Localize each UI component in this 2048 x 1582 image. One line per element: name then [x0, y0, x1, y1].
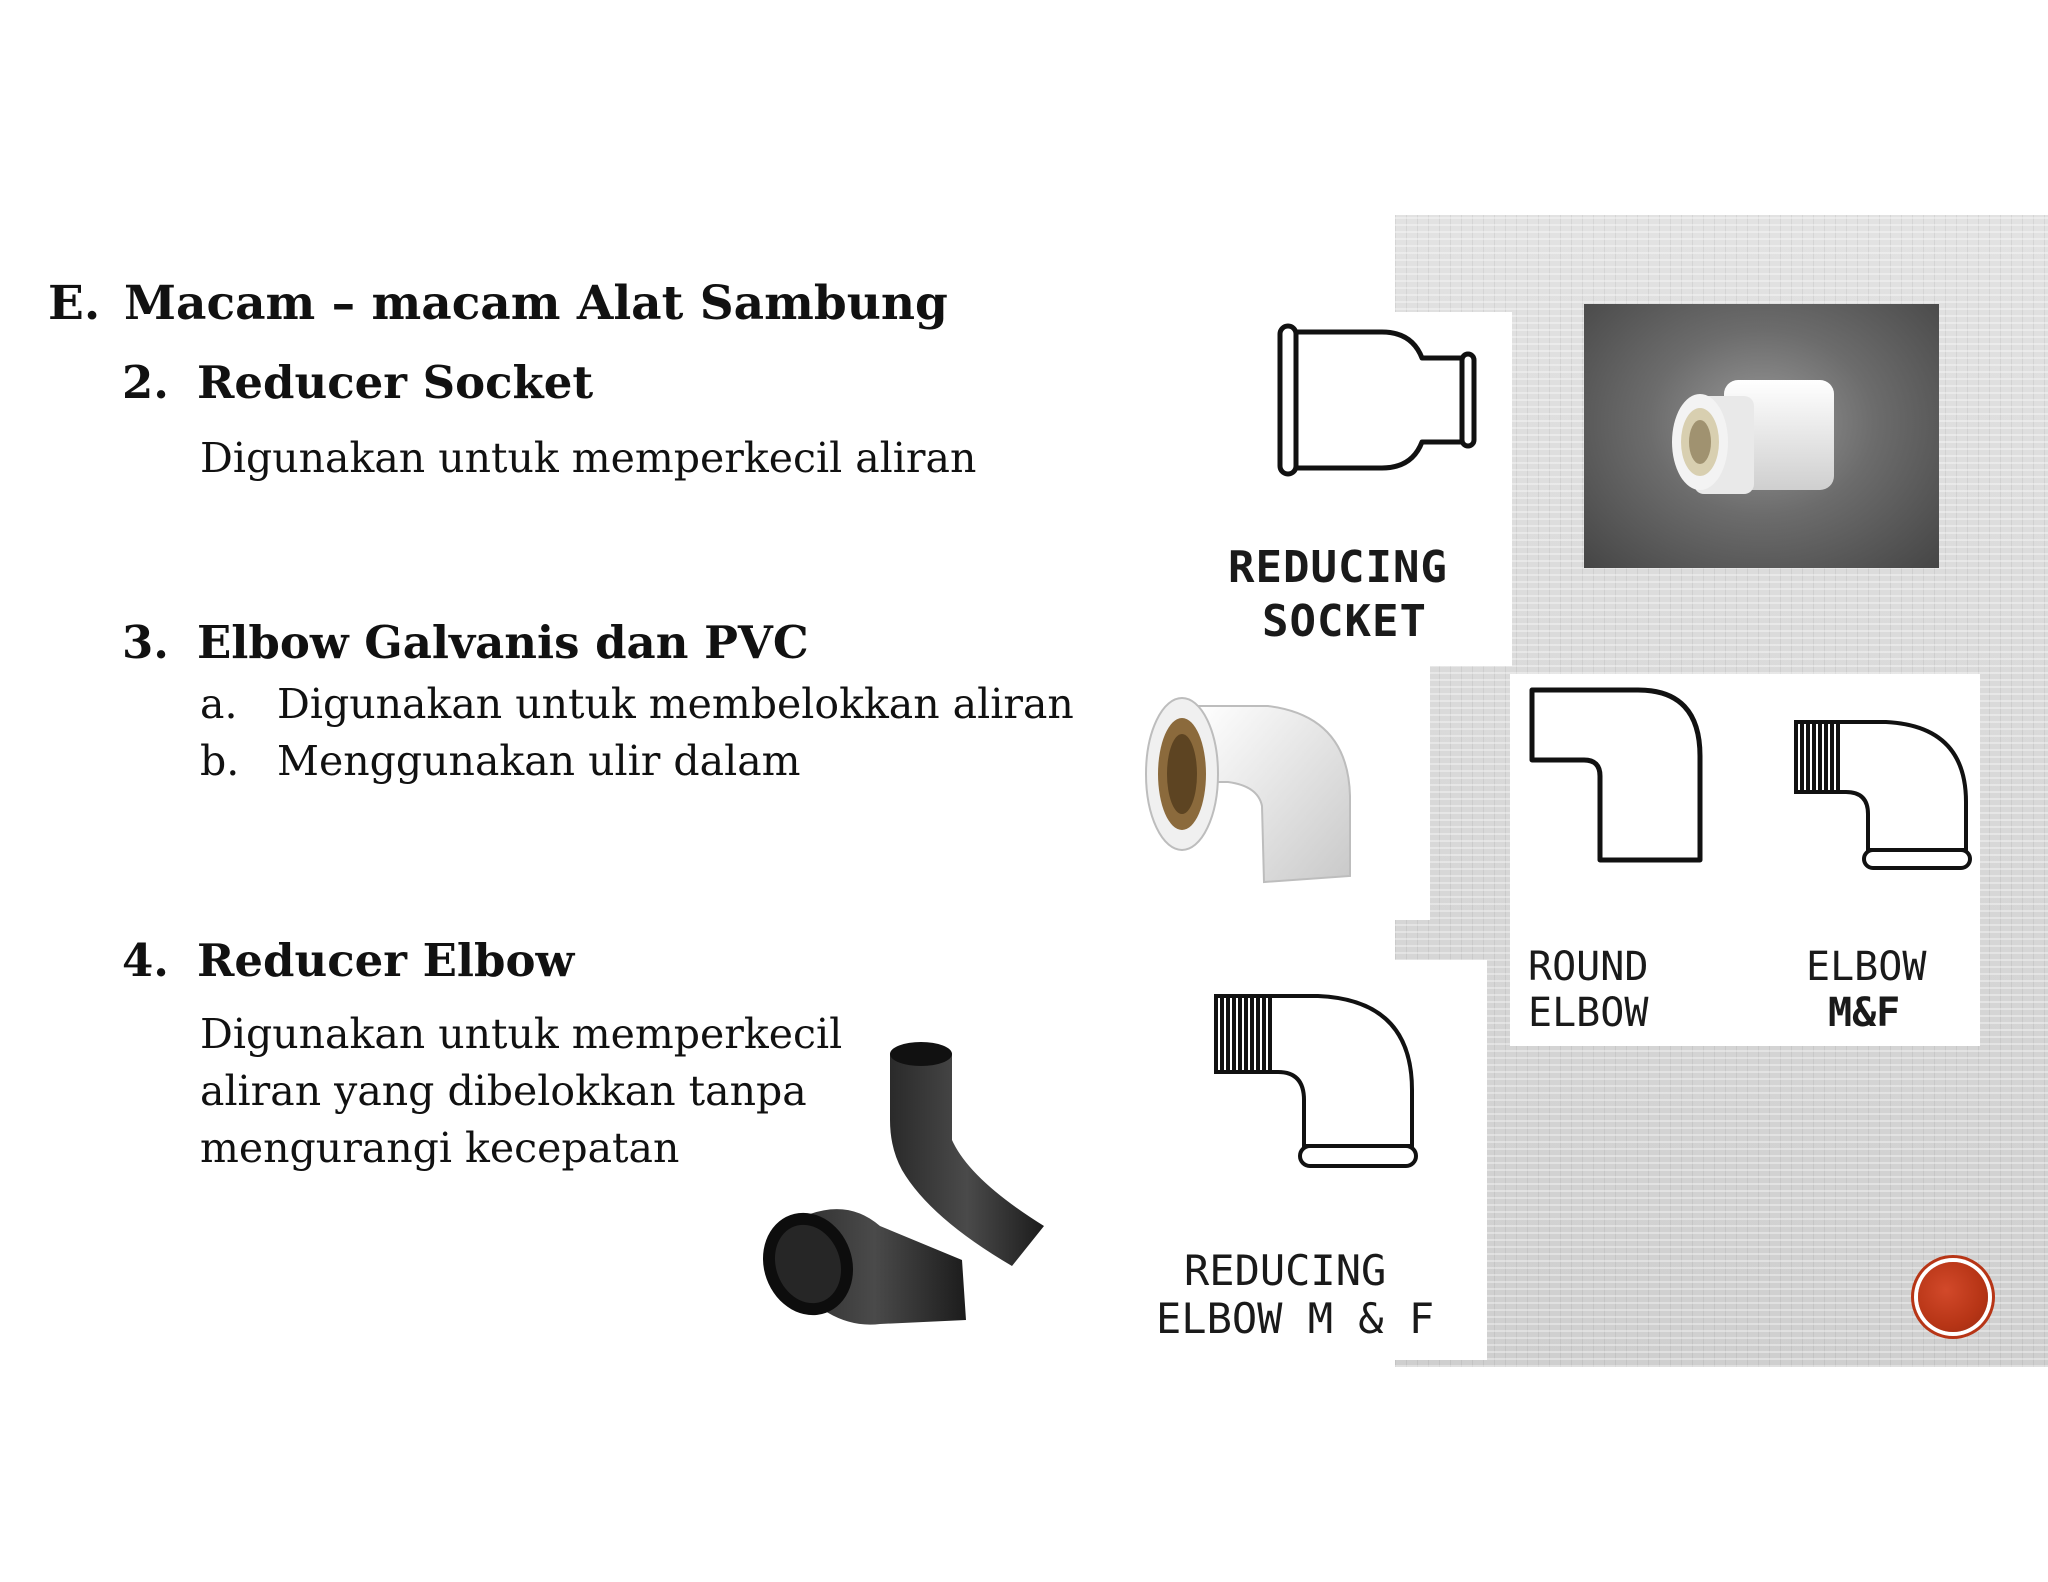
item-title-reducer-socket: Reducer Socket	[197, 356, 594, 409]
point-letter-a: a.	[200, 680, 238, 728]
elbow-mf-drawing	[1790, 718, 1976, 874]
slide-accent-circle	[1918, 1262, 1988, 1332]
label-elbow-mf-1: ELBOW	[1806, 944, 1927, 990]
item-description-line-1: Digunakan untuk memperkecil	[200, 1010, 843, 1058]
item-description-reducer-socket: Digunakan untuk memperkecil aliran	[200, 434, 977, 482]
point-text-a: Digunakan untuk membelokkan aliran	[277, 680, 1074, 728]
section-title: Macam – macam Alat Sambung	[124, 276, 948, 331]
reducing-socket-photo	[1584, 304, 1939, 568]
item-title-reducer-elbow: Reducer Elbow	[197, 934, 575, 987]
point-text-b: Menggunakan ulir dalam	[277, 737, 801, 785]
round-elbow-drawing	[1526, 684, 1710, 870]
item-number-3: 3.	[122, 616, 169, 669]
section-letter: E.	[48, 276, 101, 331]
label-reducing-socket-2: SOCKET	[1262, 596, 1427, 647]
label-reducing-socket-1: REDUCING	[1228, 542, 1448, 593]
reducing-elbow-mf-drawing	[1212, 992, 1426, 1172]
item-number-4: 4.	[122, 934, 169, 987]
item-title-elbow: Elbow Galvanis dan PVC	[197, 616, 809, 669]
label-reducing-elbow-mf-2: ELBOW M & F	[1156, 1294, 1435, 1343]
label-round-elbow-1: ROUND	[1528, 944, 1649, 990]
item-description-line-3: mengurangi kecepatan	[200, 1124, 680, 1172]
item-number-2: 2.	[122, 356, 169, 409]
label-elbow-mf-2: M&F	[1828, 990, 1901, 1036]
white-socket-icon	[1584, 304, 1939, 568]
item-description-line-2: aliran yang dibelokkan tanpa	[200, 1067, 807, 1115]
point-letter-b: b.	[200, 737, 240, 785]
reducing-socket-drawing	[1262, 320, 1482, 480]
reducer-elbow-photo	[730, 1030, 1060, 1330]
label-reducing-elbow-mf-1: REDUCING	[1184, 1246, 1387, 1295]
label-round-elbow-2: ELBOW	[1528, 990, 1649, 1036]
pvc-elbow-photo	[1138, 686, 1366, 896]
